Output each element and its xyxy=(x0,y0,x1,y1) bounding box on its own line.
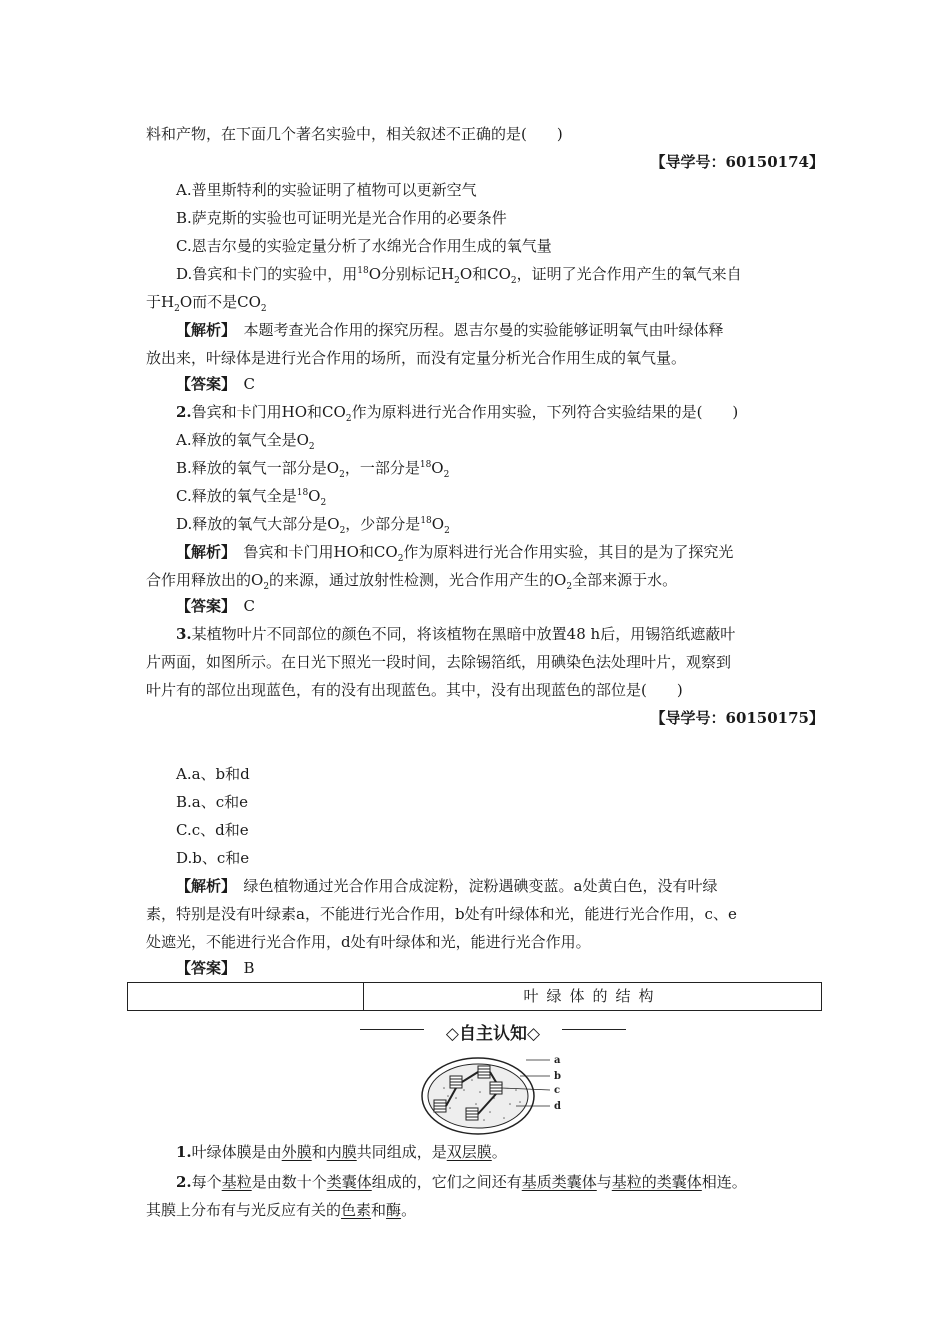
q3-analysis: 【解析】 绿色植物通过光合作用合成淀粉，淀粉遇碘变蓝。a处黄白色，没有叶绿 xyxy=(176,877,718,895)
note-2: 2.每个基粒是由数十个类囊体组成的，它们之间还有基质类囊体与基粒的类囊体相连。 xyxy=(176,1173,747,1191)
q3-stem-cont-2: 叶片有的部位出现蓝色，有的没有出现蓝色。其中，没有出现蓝色的部位是( ) xyxy=(146,681,683,699)
note-1: 1.叶绿体膜是由外膜和内膜共同组成，是双层膜。 xyxy=(176,1143,507,1161)
q2-analysis-cont: 合作用释放出的$O_2$的来源，通过放射性检测，光合作用产生的$O_2$全部来源于水。 xyxy=(146,571,678,592)
q1-option-c: C.恩吉尔曼的实验定量分析了水绵光合作用生成的氧气量 xyxy=(176,237,552,255)
table-heading: 叶绿体的结构 xyxy=(523,987,662,1005)
analysis-label: 【解析】 xyxy=(176,877,229,895)
chloroplast-diagram-svg xyxy=(420,1050,570,1138)
q1-guide-number: 【导学号：60150174】 xyxy=(650,153,824,171)
q2-answer: 【答案】 C xyxy=(176,597,256,615)
table-empty-cell xyxy=(128,983,364,1010)
divider-right xyxy=(562,1029,626,1030)
q2-stem: 2.鲁宾和卡门用HO和$CO_2$作为原料进行光合作用实验，下列符合实验结果的是( ) xyxy=(176,403,739,424)
q2-analysis: 【解析】 鲁宾和卡门用HO和$CO_2$作为原料进行光合作用实验，其目的是为了探究光 xyxy=(176,543,734,564)
section-table xyxy=(127,982,822,1011)
q3-option-c: C.c、d和e xyxy=(176,821,249,839)
q3-option-b: B.a、c和e xyxy=(176,793,249,811)
q3-stem: 3.某植物叶片不同部位的颜色不同，将该植物在黑暗中放置48 h后，用锡箔纸遮蔽叶 xyxy=(176,625,736,643)
q2-option-d: D.释放的氧气大部分是$O_2$，少部分是$^{18}O_2$ xyxy=(176,515,450,536)
section-title: ◇自主认知◇ xyxy=(445,1024,541,1044)
q3-option-a: A.a、b和d xyxy=(176,765,250,783)
diagram-label-b: b xyxy=(554,1071,561,1082)
section-header xyxy=(360,1018,626,1042)
analysis-label: 【解析】 xyxy=(176,321,229,339)
q1-option-b: B.萨克斯的实验也可证明光是光合作用的必要条件 xyxy=(176,209,507,227)
q3-analysis-cont-1: 素，特别是没有叶绿素a，不能进行光合作用，b处有叶绿体和光，能进行光合作用，c、e xyxy=(146,905,737,923)
q1-stem: 料和产物，在下面几个著名实验中，相关叙述不正确的是( ) xyxy=(146,125,563,143)
note-2-cont: 其膜上分布有与光反应有关的色素和酶。 xyxy=(146,1201,417,1219)
q1-option-d: D.鲁宾和卡门的实验中，用$^{18}$O分别标记$H_2O$和$CO_2$，证明了光合作用产生的氧气来自 xyxy=(176,265,742,286)
q3-guide-number: 【导学号：60150175】 xyxy=(650,709,824,727)
q1-analysis-cont: 放出来，叶绿体是进行光合作用的场所，而没有定量分析光合作用生成的氧气量。 xyxy=(146,349,687,367)
answer-label: 【答案】 xyxy=(176,375,229,393)
q1-answer: 【答案】 C xyxy=(176,375,256,393)
q2-option-b: B.释放的氧气一部分是$O_2$，一部分是$^{18}O_2$ xyxy=(176,459,450,480)
q1-option-a: A.普里斯特利的实验证明了植物可以更新空气 xyxy=(176,181,477,199)
q2-option-c: C.释放的氧气全是$^{18}O_2$ xyxy=(176,487,327,508)
diagram-label-d: d xyxy=(554,1101,561,1112)
diagram-label-a: a xyxy=(554,1055,561,1066)
q1-option-d-cont: 于$H_2O$而不是$CO_2$ xyxy=(146,293,267,314)
q3-analysis-cont-2: 处遮光，不能进行光合作用，d处有叶绿体和光，能进行光合作用。 xyxy=(146,933,591,951)
q1-analysis: 【解析】 本题考查光合作用的探究历程。恩吉尔曼的实验能够证明氧气由叶绿体释 xyxy=(176,321,724,339)
diagram-label-c: c xyxy=(554,1085,561,1096)
q3-stem-cont-1: 片两面，如图所示。在日光下照光一段时间，去除锡箔纸，用碘染色法处理叶片，观察到 xyxy=(146,653,732,671)
answer-label: 【答案】 xyxy=(176,959,229,977)
q3-answer: 【答案】 B xyxy=(176,959,255,977)
chloroplast-diagram xyxy=(420,1050,570,1138)
q3-option-d: D.b、c和e xyxy=(176,849,250,867)
analysis-label: 【解析】 xyxy=(176,543,229,561)
answer-label: 【答案】 xyxy=(176,597,229,615)
q2-option-a: A.释放的氧气全是$O_2$ xyxy=(176,431,315,452)
